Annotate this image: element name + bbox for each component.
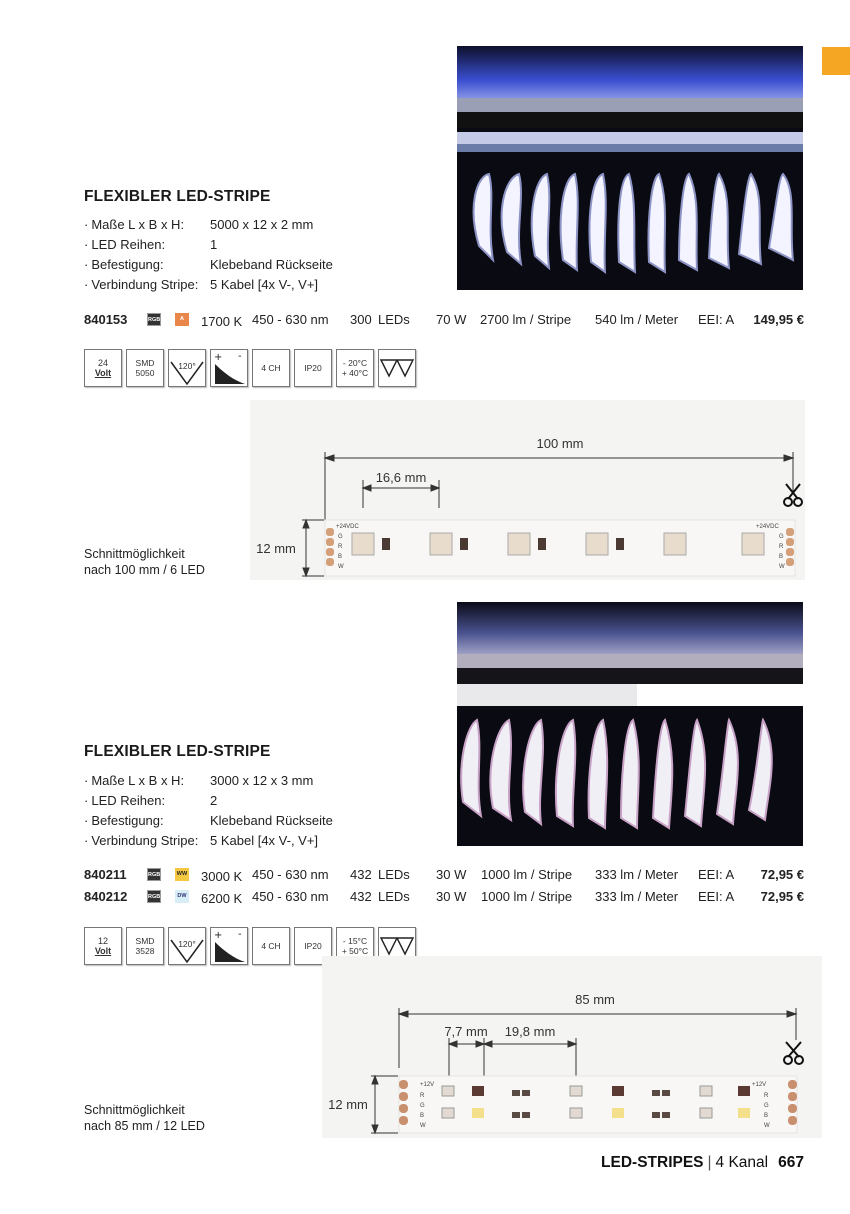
price: 72,95 € — [760, 889, 804, 904]
temperature-range-icon — [336, 349, 374, 387]
smd-label: SMD — [135, 358, 155, 368]
spec-label: · Befestigung: — [84, 257, 210, 277]
beam-angle-icon — [168, 927, 206, 965]
pin-label: B — [420, 1113, 425, 1119]
cut-note-line: nach 85 mm / 12 LED — [84, 1119, 205, 1133]
led-count: 432 — [350, 889, 372, 904]
segment-b-label: 19,8 mm — [504, 1024, 556, 1039]
spec-value: 1 — [210, 237, 218, 252]
strip-height-label: 12 mm — [328, 1097, 368, 1112]
spec-label: · Verbindung Stripe: — [84, 277, 210, 297]
segment-length-label: 16,6 mm — [375, 470, 427, 485]
voltage-icon — [84, 349, 122, 387]
article-row — [84, 887, 804, 907]
energy-class: EEI: A — [698, 889, 735, 904]
strip-voltage-left: +12V — [420, 1082, 435, 1088]
smd-icon — [126, 349, 164, 387]
beam-angle-icon — [168, 349, 206, 387]
smd-type: 5050 — [135, 368, 155, 378]
page-footer — [601, 1154, 804, 1172]
wattage: 30 W — [436, 889, 467, 904]
smd-label: SMD — [135, 936, 155, 946]
feature-icons-1 — [84, 349, 416, 387]
spec-row — [84, 257, 333, 277]
daylight-white-badge-icon: DW — [175, 890, 189, 903]
ip-rating-value: IP20 — [304, 363, 322, 373]
voltage-unit: Volt — [94, 946, 112, 956]
spec-row — [84, 217, 333, 237]
lumen-per-meter: 540 lm / Meter — [595, 312, 679, 327]
lumen-per-meter: 333 lm / Meter — [595, 867, 679, 882]
pin-label: R — [420, 1093, 425, 1099]
product-photo-2 — [457, 602, 803, 846]
cut-diagram-1 — [250, 400, 805, 580]
section-tab-marker — [822, 47, 850, 75]
led-count-label: LEDs — [378, 867, 410, 882]
price: 72,95 € — [760, 867, 804, 882]
svg-text:-: - — [238, 929, 242, 940]
pin-label: B — [779, 554, 784, 560]
product-title-1: FLEXIBLER LED-STRIPE — [84, 188, 271, 205]
spec-list-1 — [84, 217, 333, 297]
energy-class: EEI: A — [698, 312, 735, 327]
cut-note-line: Schnittmöglichkeit — [84, 547, 185, 561]
channel-value: 4 CH — [261, 941, 281, 951]
channel-value: 4 CH — [261, 363, 281, 373]
spec-label: · Maße L x B x H: — [84, 773, 210, 793]
temp-min: - 15°C — [342, 936, 368, 946]
dimmable-icon — [210, 349, 248, 387]
pin-label: R — [764, 1093, 769, 1099]
led-count: 300 — [350, 312, 372, 327]
product-title-2: FLEXIBLER LED-STRIPE — [84, 743, 271, 760]
svg-text:+: + — [214, 930, 223, 941]
wavelength: 450 - 630 nm — [252, 867, 329, 882]
spec-label: · LED Reihen: — [84, 793, 210, 813]
lumen-per-stripe: 1000 lm / Stripe — [481, 889, 573, 904]
voltage-value: 12 — [97, 936, 108, 946]
pin-label: W — [338, 564, 344, 570]
total-length-label: 85 mm — [575, 992, 615, 1007]
spec-value: Klebeband Rückseite — [210, 257, 333, 272]
rgb-badge-icon: RGB — [147, 890, 161, 903]
temp-min: - 20°C — [342, 358, 368, 368]
certification-triangles-icon — [378, 349, 416, 387]
pin-label: G — [420, 1103, 425, 1109]
beam-angle-value: 120° — [178, 361, 196, 371]
led-count-label: LEDs — [378, 312, 410, 327]
amber-badge-icon: A — [175, 313, 189, 326]
voltage-unit: Volt — [94, 368, 112, 378]
spec-value: 2 — [210, 793, 218, 808]
footer-separator: | — [707, 1154, 712, 1171]
spec-row — [84, 237, 333, 257]
footer-category: LED-STRIPES — [601, 1154, 704, 1171]
temp-max: + 50°C — [341, 946, 369, 956]
pin-label: G — [779, 534, 784, 540]
strip-voltage-left: +24VDC — [336, 524, 359, 530]
article-number: 840153 — [84, 312, 128, 327]
spec-value: 5000 x 12 x 2 mm — [210, 217, 314, 232]
wattage: 30 W — [436, 867, 467, 882]
pin-label: R — [338, 544, 343, 550]
cut-note-line: nach 100 mm / 6 LED — [84, 563, 205, 577]
product-photo-1 — [457, 46, 803, 290]
pin-label: B — [764, 1113, 769, 1119]
led-count-label: LEDs — [378, 889, 410, 904]
article-number: 840212 — [84, 889, 128, 904]
svg-text:+: + — [214, 352, 223, 363]
temp-max: + 40°C — [341, 368, 369, 378]
cut-diagram-2 — [322, 956, 822, 1138]
smd-type: 3528 — [135, 946, 155, 956]
pin-label: W — [420, 1123, 426, 1129]
energy-class: EEI: A — [698, 867, 735, 882]
spec-row — [84, 833, 333, 853]
dimmable-icon — [210, 927, 248, 965]
wattage: 70 W — [436, 312, 467, 327]
page-number: 667 — [778, 1154, 804, 1171]
voltage-icon — [84, 927, 122, 965]
spec-row — [84, 773, 333, 793]
scissors-icon — [784, 1042, 803, 1064]
color-temperature: 1700 K — [201, 314, 243, 329]
smd-icon — [126, 927, 164, 965]
lumen-per-meter: 333 lm / Meter — [595, 889, 679, 904]
cut-note-1 — [84, 546, 205, 578]
channel-icon — [252, 927, 290, 965]
pin-label: G — [338, 534, 343, 540]
spec-value: 5 Kabel [4x V-, V+] — [210, 833, 319, 848]
spec-value: Klebeband Rückseite — [210, 813, 333, 828]
total-length-label: 100 mm — [536, 436, 584, 451]
strip-voltage-right: +24VDC — [756, 524, 779, 530]
spec-row — [84, 277, 333, 297]
spec-label: · Verbindung Stripe: — [84, 833, 210, 853]
wavelength: 450 - 630 nm — [252, 889, 329, 904]
segment-a-label: 7,7 mm — [444, 1024, 488, 1039]
spec-label: · LED Reihen: — [84, 237, 210, 257]
ip-rating-icon — [294, 349, 332, 387]
rgb-badge-icon: RGB — [147, 313, 161, 326]
color-temperature: 6200 K — [201, 891, 243, 906]
spec-label: · Befestigung: — [84, 813, 210, 833]
beam-angle-value: 120° — [178, 939, 196, 949]
price: 149,95 € — [753, 312, 804, 327]
spec-row — [84, 813, 333, 833]
pin-label: W — [779, 564, 785, 570]
spec-list-2 — [84, 773, 333, 853]
cut-note-2 — [84, 1102, 205, 1134]
footer-subcategory: 4 Kanal — [715, 1154, 769, 1171]
svg-text:-: - — [238, 351, 242, 362]
strip-voltage-right: +12V — [752, 1082, 767, 1088]
spec-label: · Maße L x B x H: — [84, 217, 210, 237]
warm-white-badge-icon: WW — [175, 868, 189, 881]
rgb-badge-icon: RGB — [147, 868, 161, 881]
cut-note-line: Schnittmöglichkeit — [84, 1103, 185, 1117]
spec-value: 5 Kabel [4x V-, V+] — [210, 277, 319, 292]
pin-label: B — [338, 554, 343, 560]
pin-label: W — [764, 1123, 770, 1129]
channel-icon — [252, 349, 290, 387]
strip-height-label: 12 mm — [256, 541, 296, 556]
spec-row — [84, 793, 333, 813]
article-number: 840211 — [84, 867, 127, 882]
voltage-value: 24 — [97, 358, 108, 368]
pin-label: G — [764, 1103, 769, 1109]
article-row — [84, 865, 804, 885]
color-temperature: 3000 K — [201, 869, 243, 884]
article-row — [84, 310, 804, 330]
lumen-per-stripe: 1000 lm / Stripe — [481, 867, 573, 882]
led-count: 432 — [350, 867, 372, 882]
lumen-per-stripe: 2700 lm / Stripe — [480, 312, 572, 327]
pin-label: R — [779, 544, 784, 550]
spec-value: 3000 x 12 x 3 mm — [210, 773, 314, 788]
ip-rating-value: IP20 — [304, 941, 322, 951]
wavelength: 450 - 630 nm — [252, 312, 329, 327]
